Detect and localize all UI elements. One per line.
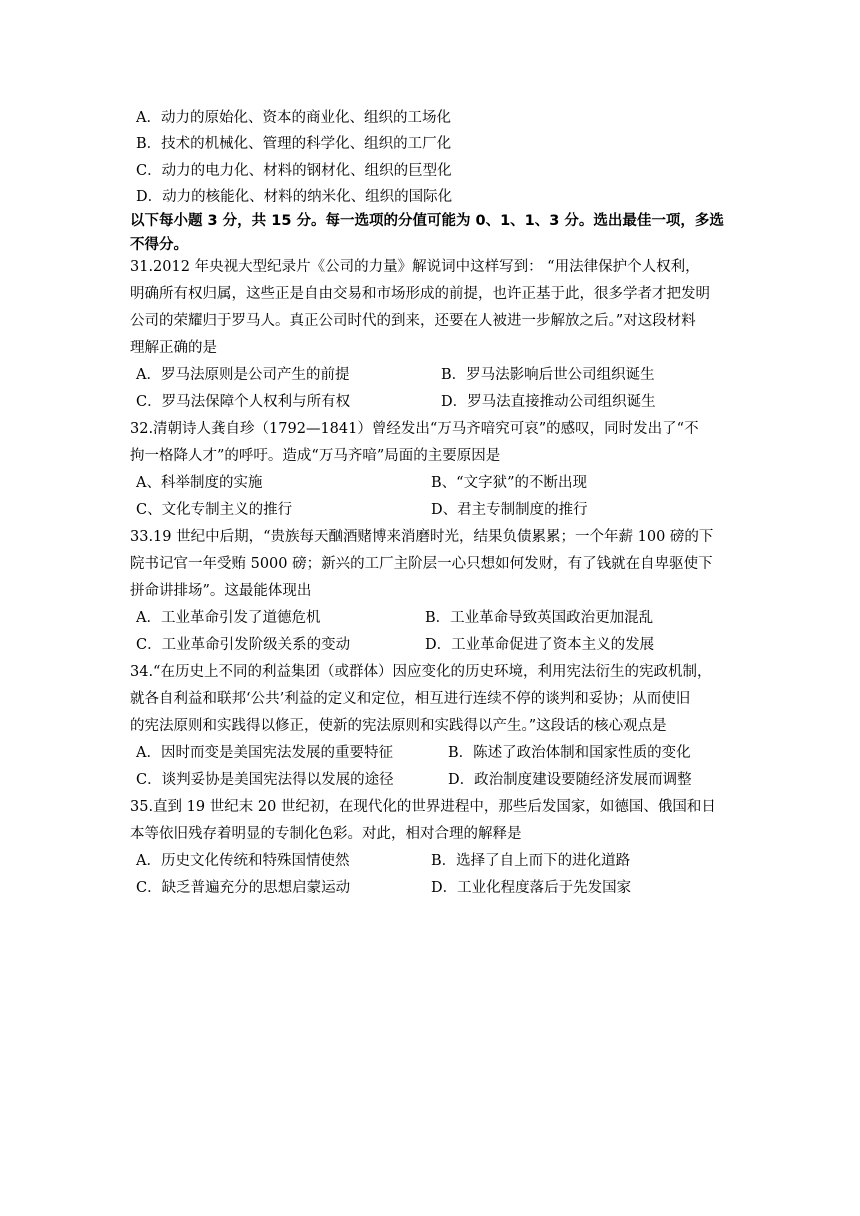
q33-option-b: B．工业革命导致英国政治更加混乱 <box>425 610 654 626</box>
q34-option-d: D．政治制度建设要随经济发展而调整 <box>448 772 692 788</box>
q31-option-a: A．罗马法原则是公司产生的前提 <box>136 367 350 383</box>
q35-option-c: C．缺乏普遍充分的思想启蒙运动 <box>136 880 351 896</box>
q34-stem-line-2: 就各自利益和联邦‘公共’利益的定义和定位，相互进行连续不停的谈判和妥协；从而使旧 <box>130 691 691 707</box>
q33-stem-line-3: 拼命讲排场”。这最能体现出 <box>130 583 312 599</box>
prev-option-c: C．动力的电力化、材料的钢材化、组织的巨型化 <box>136 163 452 179</box>
q31-option-b: B．罗马法影响后世公司组织诞生 <box>441 367 655 383</box>
q34-option-c: C．谈判妥协是美国宪法得以发展的途径 <box>136 772 394 788</box>
q32-option-c: C、文化专制主义的推行 <box>136 502 293 518</box>
q34-option-b: B．陈述了政治体制和国家性质的变化 <box>448 745 691 761</box>
q35-option-a: A．历史文化传统和特殊国情使然 <box>136 853 350 869</box>
section-instruction-line-2: 不得分。 <box>130 237 188 253</box>
q34-option-a: A．因时而变是美国宪法发展的重要特征 <box>136 745 393 761</box>
q33-option-d: D．工业革命促进了资本主义的发展 <box>425 637 655 653</box>
q31-stem-line-1: 31.2012 年央视大型纪录片《公司的力量》解说词中这样写到： “用法律保护个人权利， <box>130 259 700 275</box>
prev-option-d: D．动力的核能化、材料的纳米化、组织的国际化 <box>136 189 453 205</box>
q32-stem-line-1: 32.清朝诗人龚自珍（1792—1841）曾经发出“万马齐喑究可哀”的感叹，同时发出了“不 <box>130 421 699 437</box>
q31-stem-line-2: 明确所有权归属，这些正是自由交易和市场形成的前提，也许正基于此，很多学者才把发明 <box>130 286 710 302</box>
prev-option-b: B．技术的机械化、管理的科学化、组织的工厂化 <box>136 136 452 152</box>
q35-option-d: D．工业化程度落后于先发国家 <box>431 880 632 896</box>
q32-stem-line-2: 拘一格降人才”的呼吁。造成“万马齐喑”局面的主要原因是 <box>130 448 501 464</box>
section-instruction-line-1: 以下每小题 3 分，共 15 分。每一选项的分值可能为 0、1、1、3 分。选出最佳一项，多选 <box>130 213 724 229</box>
q35-stem-line-1: 35.直到 19 世纪末 20 世纪初，在现代化的世界进程中，那些后发国家，如德国、俄国和日 <box>130 799 716 815</box>
q33-stem-line-2: 院书记官一年受贿 5000 磅；新兴的工厂主阶层一心只想如何发财，有了钱就在自卑驱使下 <box>130 556 713 572</box>
q31-stem-line-4: 理解正确的是 <box>130 340 217 356</box>
q35-stem-line-2: 本等依旧残存着明显的专制化色彩。对此，相对合理的解释是 <box>130 826 522 842</box>
q33-option-c: C．工业革命引发阶级关系的变动 <box>136 637 351 653</box>
q33-option-a: A．工业革命引发了道德危机 <box>136 610 321 626</box>
q33-stem-line-1: 33.19 世纪中后期，“贵族每天酗酒赌博来消磨时光，结果负债累累；一个年薪 100 磅的下 <box>130 529 714 545</box>
q32-option-b: B、“文字狱”的不断出现 <box>431 475 587 491</box>
q31-option-c: C．罗马法保障个人权利与所有权 <box>136 394 351 410</box>
q35-option-b: B．选择了自上而下的进化道路 <box>431 853 631 869</box>
q32-option-d: D、君主专制制度的推行 <box>431 502 588 518</box>
prev-option-a: A．动力的原始化、资本的商业化、组织的工场化 <box>136 110 451 126</box>
q31-option-d: D．罗马法直接推动公司组织诞生 <box>441 394 656 410</box>
q34-stem-line-3: 的宪法原则和实践得以修正，使新的宪法原则和实践得以产生。”这段话的核心观点是 <box>130 718 667 734</box>
q34-stem-line-1: 34.“在历史上不同的利益集团（或群体）因应变化的历史环境，利用宪法衍生的宪政机制， <box>130 664 712 680</box>
q31-stem-line-3: 公司的荣耀归于罗马人。真正公司时代的到来，还要在人被进一步解放之后。”对这段材料 <box>130 313 696 329</box>
q32-option-a: A、科举制度的实施 <box>136 475 263 491</box>
